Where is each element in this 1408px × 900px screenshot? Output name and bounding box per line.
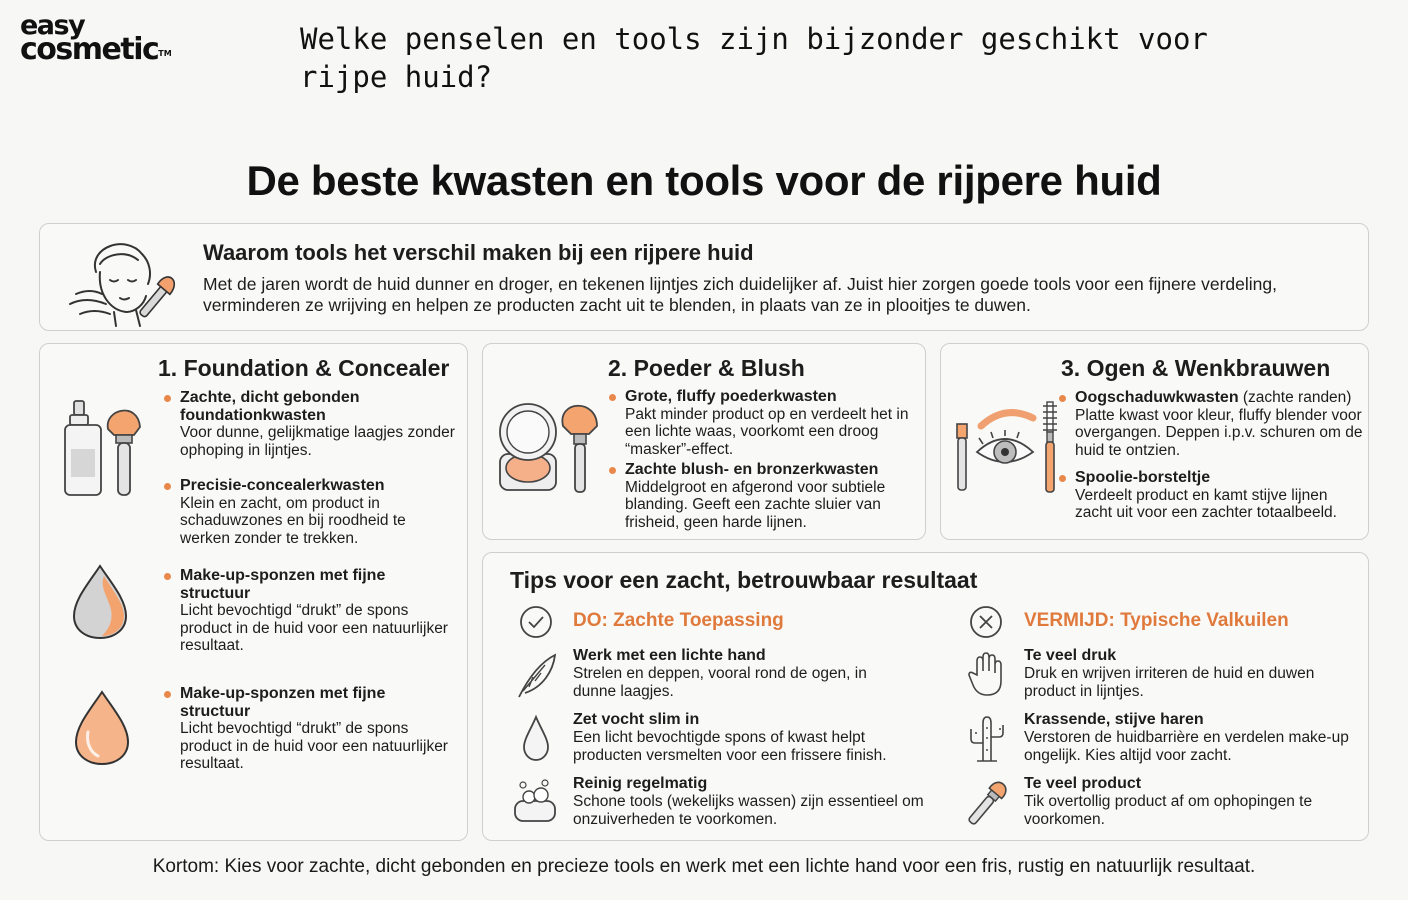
hand-icon (967, 651, 1007, 699)
tip-text: Strelen en deppen, vooral rond de ogen, in dunne laagjes. (573, 665, 867, 700)
foundation-item-1 (180, 389, 460, 459)
avoid-tip-2 (1024, 711, 1354, 765)
close-circle-icon (969, 605, 1003, 639)
powder-item-2 (625, 461, 920, 531)
bullet (1059, 475, 1066, 482)
face-brush-icon (66, 232, 196, 328)
intro-title: Waarom tools het verschil maken bij een rijpere huid (203, 240, 754, 265)
tip-title: Zet vocht slim in (573, 711, 700, 728)
powder-title: 2. Poeder & Blush (608, 355, 805, 381)
item-text: Voor dunne, gelijkmatige laagjes zonder ophoping in lijntjes. (180, 424, 455, 459)
do-tip-2 (573, 711, 923, 765)
item-title: Zachte, dicht gebonden foundationkwasten (180, 389, 360, 424)
logo-line-1: easy (20, 10, 85, 41)
avoid-heading: VERMIJD: Typische Valkuilen (1024, 610, 1289, 631)
check-circle-icon (519, 605, 553, 639)
logo-line-2 (20, 32, 172, 67)
bullet (1059, 395, 1066, 402)
tip-title: Te veel druk (1024, 647, 1117, 664)
item-title: Make-up-sponzen met fijne structuur (180, 685, 386, 720)
summary-text: Kortom: Kies voor zachte, dicht gebonden en precieze tools en werk met een lichte hand voor een fris, rustig en natuurlijk resultaat. (152, 856, 1256, 877)
brush-icon (965, 777, 1011, 827)
brand-logo (20, 10, 172, 67)
do-heading: DO: Zachte Toepassing (573, 610, 784, 631)
foundation-item-4 (180, 685, 460, 773)
avoid-tip-3 (1024, 775, 1354, 829)
tip-text: Een licht bevochtigde spons of kwast helpt producten versmelten voor een frissere finish. (573, 729, 887, 764)
tip-text: Druk en wrijven irriteren de huid en duwen product in lijntjes. (1024, 665, 1315, 700)
bullet (609, 394, 616, 401)
foundation-bottle-brush-icon (62, 399, 152, 499)
powder-item-1 (625, 388, 920, 458)
bullet (164, 573, 171, 580)
tips-card (482, 552, 1369, 841)
powder-card (482, 343, 926, 540)
tip-title: Te veel product (1024, 775, 1142, 792)
eyes-item-1 (1075, 389, 1367, 459)
bullet (164, 691, 171, 698)
main-title: De beste kwasten en tools voor de rijpere huid (246, 157, 1162, 204)
item-text: Platte kwast voor kleur, fluffy blender voor overgangen. Deppen i.p.v. schuren om de huid te ontzien. (1075, 406, 1363, 459)
tip-text: Schone tools (wekelijks wassen) zijn essentieel om onzuiverheden te voorkomen. (573, 793, 924, 828)
item-text: Pakt minder product op en verdeelt het in een lichte waas, voorkomt een droog “masker”-effect. (625, 405, 909, 458)
sponge-orange-icon (72, 688, 132, 768)
tips-title: Tips voor een zacht, betrouwbaar resultaat (510, 567, 978, 593)
item-text: Licht bevochtigd “drukt” de spons product in de huid voor een natuurlijker resultaat. (180, 720, 448, 772)
eyes-card (940, 343, 1369, 540)
item-title: Spoolie-borsteltje (1075, 469, 1211, 486)
item-title: Oogschaduwkwasten (1075, 389, 1239, 406)
soap-bubbles-icon (511, 779, 561, 825)
logo-tm: TM (158, 49, 172, 58)
tip-title: Reinig regelmatig (573, 775, 708, 792)
sponge-icon (70, 562, 130, 642)
item-title: Zachte blush- en bronzerkwasten (625, 461, 879, 478)
item-text: Licht bevochtigd “drukt” de spons product in de huid voor een natuurlijker resultaat. (180, 602, 448, 654)
water-drop-icon (521, 713, 551, 763)
intro-card (39, 223, 1369, 331)
do-tip-1 (573, 647, 913, 701)
item-title-extra: (zachte randen) (1238, 389, 1352, 406)
foundation-card (39, 343, 468, 841)
tip-text: Verstoren de huidbarrière en verdelen make-up ongelijk. Kies altijd voor zacht. (1024, 729, 1349, 764)
tip-title: Werk met een lichte hand (573, 647, 766, 664)
do-tip-3 (573, 775, 933, 829)
foundation-title: 1. Foundation & Concealer (158, 355, 450, 381)
item-text: Middelgroot en afgerond voor subtiele blanding. Geeft een zachte sluier van frisheid, geen harde lijnen. (625, 478, 886, 531)
tip-text: Tik overtollig product af om ophopingen te voorkomen. (1024, 793, 1313, 828)
feather-icon (513, 651, 559, 701)
intro-text: Met de jaren wordt de huid dunner en droger, en tekenen lijntjes zich duidelijker af. Juist hier zorgen goede tools voor een fijnere verdeling, verminderen ze wrijving en helpen ze producten zacht uit te blenden, in plaats van ze in plooitjes te duwen. (203, 274, 1277, 315)
cactus-icon (967, 715, 1007, 763)
item-text: Klein en zacht, om product in schaduwzones en bij roodheid te werken zonder te trekken. (180, 494, 406, 547)
bullet (609, 467, 616, 474)
item-text: Verdeelt product en kamt stijve lijnen zacht uit voor een zachter totaalbeeld. (1075, 486, 1337, 521)
foundation-item-2 (180, 477, 460, 547)
eye-brush-icon (953, 400, 1063, 500)
bullet (164, 395, 171, 402)
foundation-item-3 (180, 567, 460, 655)
page-question: Welke penselen en tools zijn bijzonder geschikt voor rijpe huid? (300, 22, 1208, 94)
item-title: Grote, fluffy poederkwasten (625, 388, 837, 405)
item-title: Precisie-concealerkwasten (180, 477, 385, 494)
avoid-tip-1 (1024, 647, 1354, 701)
bullet (164, 483, 171, 490)
eyes-item-2 (1075, 469, 1367, 522)
logo-word: cosmetic (20, 32, 159, 67)
eyes-title: 3. Ogen & Wenkbrauwen (1061, 355, 1331, 381)
compact-brush-icon (497, 396, 607, 496)
tip-title: Krassende, stijve haren (1024, 711, 1204, 728)
item-title: Make-up-sponzen met fijne structuur (180, 567, 386, 602)
